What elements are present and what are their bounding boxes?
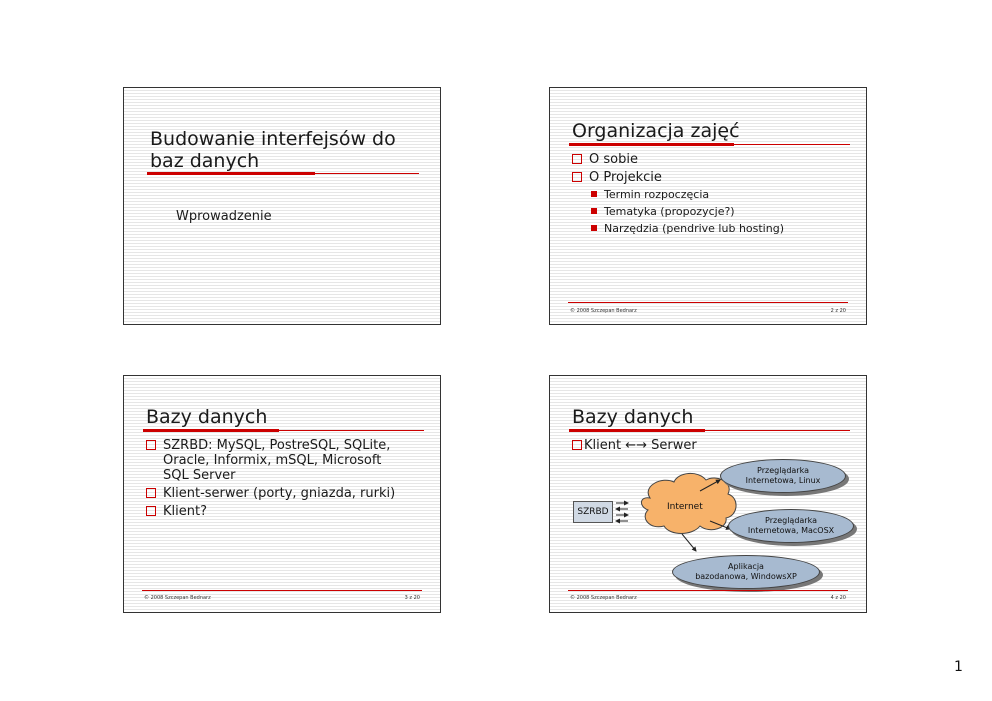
client-label-line: Aplikacja — [728, 562, 764, 571]
client-label-line: Przeglądarka — [765, 516, 817, 525]
slide-3 — [123, 375, 441, 613]
filled-square-bullet-icon — [591, 225, 597, 231]
bullet-text: Klient ←→ Serwer — [584, 438, 697, 453]
sub-bullet-text: Narzędzia (pendrive lub hosting) — [604, 222, 784, 235]
title-underline-thin — [315, 173, 419, 174]
slide-title-line-1: Budowanie interfejsów do — [150, 128, 396, 150]
slide-4 — [549, 375, 867, 613]
hollow-square-bullet-icon — [572, 172, 582, 182]
slide-title — [150, 128, 396, 172]
title-underline-thin — [279, 430, 424, 431]
bullet-text-line: Oracle, Informix, mSQL, Microsoft — [163, 453, 382, 468]
footer-page-count: 4 z 20 — [830, 595, 846, 601]
bullet-text-line: SZRBD: MySQL, PostreSQL, SQLite, — [163, 438, 391, 453]
slide-subtitle: Wprowadzenie — [176, 209, 272, 224]
bullet-list — [146, 438, 395, 522]
footer-line — [568, 590, 848, 591]
client-label-line: Przeglądarka — [757, 466, 809, 475]
title-underline-thick — [143, 429, 279, 432]
sub-bullet-item — [572, 205, 784, 219]
client-label-line: Internetowa, MacOSX — [747, 526, 835, 535]
footer-copyright: © 2008 Szczepan Bednarz — [570, 308, 637, 314]
client-label-line: bazodanowa, WindowsXP — [695, 572, 797, 581]
internet-label: Internet — [667, 502, 703, 512]
slide-title: Bazy danych — [572, 406, 694, 428]
hollow-square-bullet-icon — [146, 506, 156, 516]
bullet-item — [146, 438, 395, 483]
footer-line — [568, 302, 848, 303]
bullet-text: O Projekcie — [589, 170, 662, 185]
slide-title: Bazy danych — [146, 406, 268, 428]
bullet-text: Klient? — [163, 504, 207, 519]
footer-page-count: 2 z 20 — [830, 308, 846, 314]
bullet-list — [572, 152, 784, 239]
hollow-square-bullet-icon — [146, 440, 156, 450]
footer-copyright: © 2008 Szczepan Bednarz — [144, 595, 211, 601]
title-underline-thick — [569, 143, 734, 146]
sub-bullet-text: Tematyka (propozycje?) — [604, 205, 735, 218]
sub-bullet-item — [572, 222, 784, 236]
footer-copyright: © 2008 Szczepan Bednarz — [570, 595, 637, 601]
sub-bullet-item — [572, 188, 784, 202]
client-label-line: Internetowa, Linux — [745, 476, 821, 485]
hollow-square-bullet-icon — [572, 154, 582, 164]
server-box: SZRBD — [573, 501, 613, 523]
bullet-text: O sobie — [589, 152, 638, 167]
bullet-item — [572, 170, 784, 185]
filled-square-bullet-icon — [591, 191, 597, 197]
title-underline-thin — [734, 144, 850, 145]
page-number: 1 — [954, 659, 963, 675]
bidirectional-arrows-icon — [616, 503, 628, 521]
bullet-item — [572, 152, 784, 167]
sub-bullet-text: Termin rozpoczęcia — [604, 188, 710, 201]
footer-page-count: 3 z 20 — [404, 595, 420, 601]
slide-1 — [123, 87, 441, 325]
bullet-item — [146, 504, 395, 519]
bullet-text-line: SQL Server — [163, 468, 236, 483]
client-macosx-browser — [728, 509, 854, 543]
slide-title-line-2: baz danych — [150, 150, 260, 172]
client-windowsxp-app — [672, 555, 820, 589]
slide-title: Organizacja zajęć — [572, 120, 740, 142]
title-underline-thick — [147, 172, 315, 175]
slide-2 — [549, 87, 867, 325]
filled-square-bullet-icon — [591, 208, 597, 214]
bullet-item — [146, 486, 395, 501]
footer-line — [142, 590, 422, 591]
hollow-square-bullet-icon — [146, 488, 156, 498]
client-linux-browser — [720, 459, 846, 493]
bullet-text: Klient-serwer (porty, gniazda, rurki) — [163, 486, 396, 501]
